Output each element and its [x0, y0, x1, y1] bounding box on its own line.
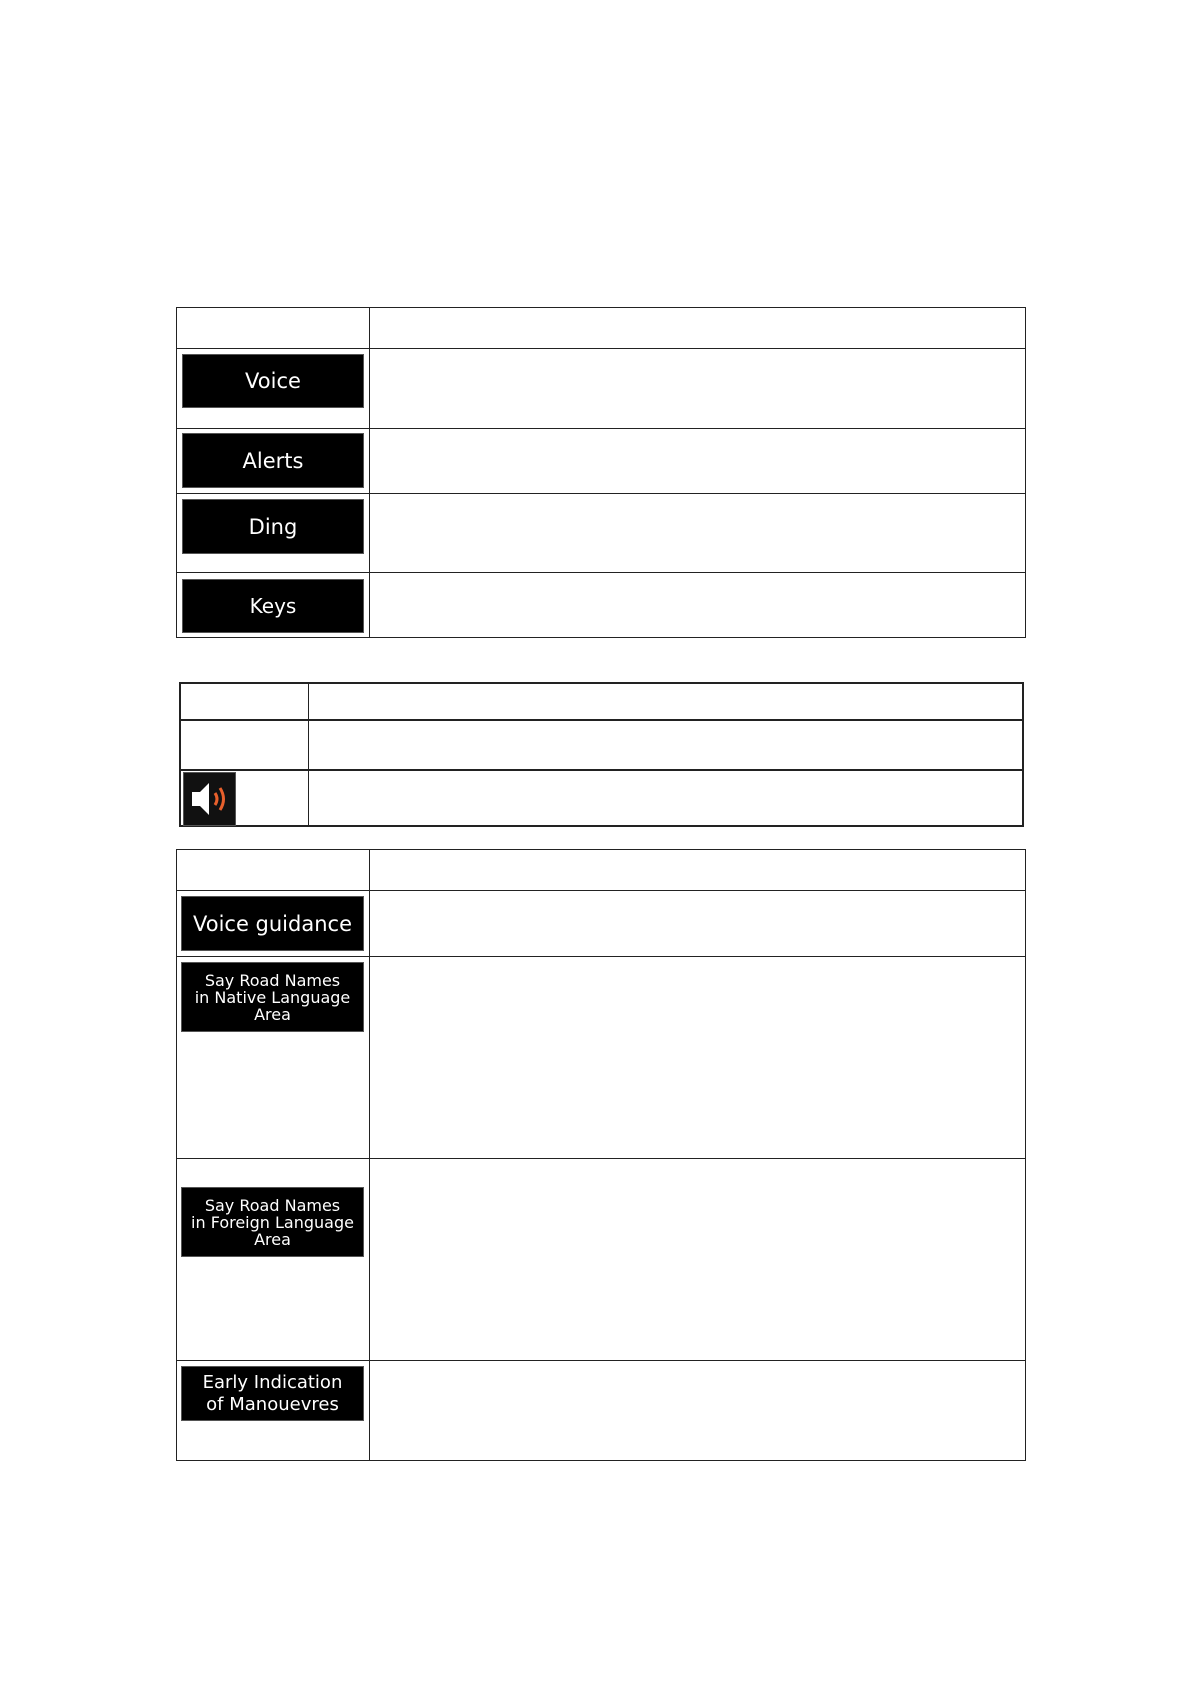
button-label-line: Say Road Names	[204, 970, 341, 990]
alerts-button[interactable]: Alerts	[182, 433, 364, 488]
button-label-line: in Foreign Language	[191, 1212, 354, 1232]
voice-button[interactable]: Voice	[182, 354, 364, 408]
button-label-line: Say Road Names	[204, 1195, 341, 1215]
speaker-button[interactable]	[183, 772, 236, 826]
say-road-names-native-button[interactable]	[181, 962, 364, 1032]
ding-button[interactable]: Ding	[182, 499, 364, 554]
voice-guidance-button[interactable]: Voice guidance	[181, 896, 364, 951]
table-header-row	[177, 308, 1025, 348]
early-indication-button[interactable]	[181, 1366, 364, 1421]
table-row	[181, 719, 1022, 771]
table-row	[181, 769, 1022, 829]
button-label-line: Area	[254, 1229, 291, 1249]
table-header-row	[181, 684, 1022, 719]
button-label-line: Early Indication	[202, 1371, 343, 1393]
settings-table-sound-types	[176, 307, 1026, 638]
say-road-names-foreign-button[interactable]	[181, 1187, 364, 1257]
button-label-line: of Manouevres	[206, 1393, 339, 1415]
button-label-line: Area	[254, 1004, 291, 1024]
table-header-row	[177, 850, 1025, 890]
speaker-volume-icon	[184, 773, 235, 825]
settings-table-volume	[179, 682, 1024, 827]
button-label-line: in Native Language	[194, 987, 351, 1007]
settings-table-voice-guidance	[176, 849, 1026, 1461]
keys-button[interactable]: Keys	[182, 579, 364, 633]
